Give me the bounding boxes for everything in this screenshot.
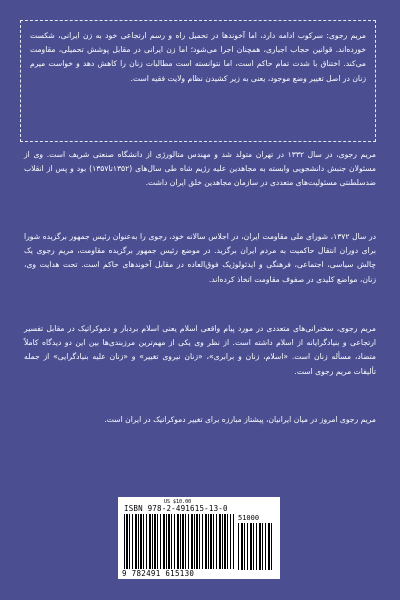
biography-paragraph <box>24 148 376 191</box>
council-paragraph <box>24 230 376 287</box>
closing-paragraph <box>24 413 376 427</box>
isbn-label: ISBN 978-2-491615-13-0 <box>124 504 228 513</box>
price-label: US $10.00 <box>164 499 192 505</box>
addon-barcode-bars <box>238 523 274 570</box>
barcode-digits: 9 782491 615130 <box>122 569 238 578</box>
addon-code: 51000 <box>238 514 260 522</box>
paragraph-text: مریم رجوی، سخنرانی‌های متعددی در مورد پیام واقعی اسلام یعنی اسلام بردبار و دموکراتیک در مقابل تفسیر ارتجاعی و بنیادگرایانه از اسلام داشته است. از نظر وی یکی از مهم‌ترین مرزبندی‌ها بین این دو دیدگاه کاملاً متضاد، مسأله زنان است. «اسلام، زنان و برابری»، «زنان نیروی تغییر» و «زنان علیه بنیادگرایی» از جمله تألیفات مریم رجوی است. <box>24 324 376 376</box>
paragraph-text: مریم رجوی، در سال ۱۳۳۲ در تهران متولد شد و مهندس متالورژی از دانشگاه صنعتی شریف است. وی از مسئولان جنبش دانشجویی وابسته به مجاهدین علیه رژیم شاه طی سال‌های (۱۳۵۲تا۱۳۵۷) بود و پس از انقلاب ضدسلطنتی مسئولیت‌های متعددی در سازمان مجاهدین خلق ایران داشت. <box>24 150 376 188</box>
quote-text: مریم رجوی: سرکوب ادامه دارد، اما آخوندها در تحمیل راه و رسم ارتجاعی خود به زن ایرانی، شکست خورده‌اند. قوانین حجاب اجباری، همچنان اجرا می‌شود؛ اما زن ایرانی در مقابل پوشش تحمیلی، مقاومت می‌کند. اختناق با شدت تمام حاکم است، اما نتوانسته است مطالبات زنان را کاهش دهد و خواست میرم زنان در اصل تغییر وضع موجود، یعنی به زیر کشیدن نظام ولایت فقیه است. <box>30 31 366 83</box>
speeches-paragraph <box>24 322 376 379</box>
quote-box <box>20 20 376 142</box>
paragraph-text: در سال ۱۳۷۲، شورای ملی مقاومت ایران، در اجلاس سالانه خود، رجوی را به‌عنوان رئیس جمهور برگزیده شورا برای دوران انتقال حاکمیت به مردم ایران برگزید. در موضع رئیس جمهور برگزیده مقاومت، مریم رجوی یک چالش سیاسی، اجتماعی، فرهنگی و ایدئولوژیک فوق‌العاده در مقابل آخوندهای حاکم است. تحت هدایت وی، زنان، مواضع کلیدی در صفوف مقاومت اتخاذ کرده‌اند. <box>24 232 376 284</box>
paragraph-text: مریم رجوی امروز در میان ایرانیان، پیشتاز مبارزه برای تغییر دموکراتیک در ایران است. <box>104 415 376 424</box>
barcode-bars <box>124 514 234 570</box>
barcode-box <box>118 497 280 579</box>
